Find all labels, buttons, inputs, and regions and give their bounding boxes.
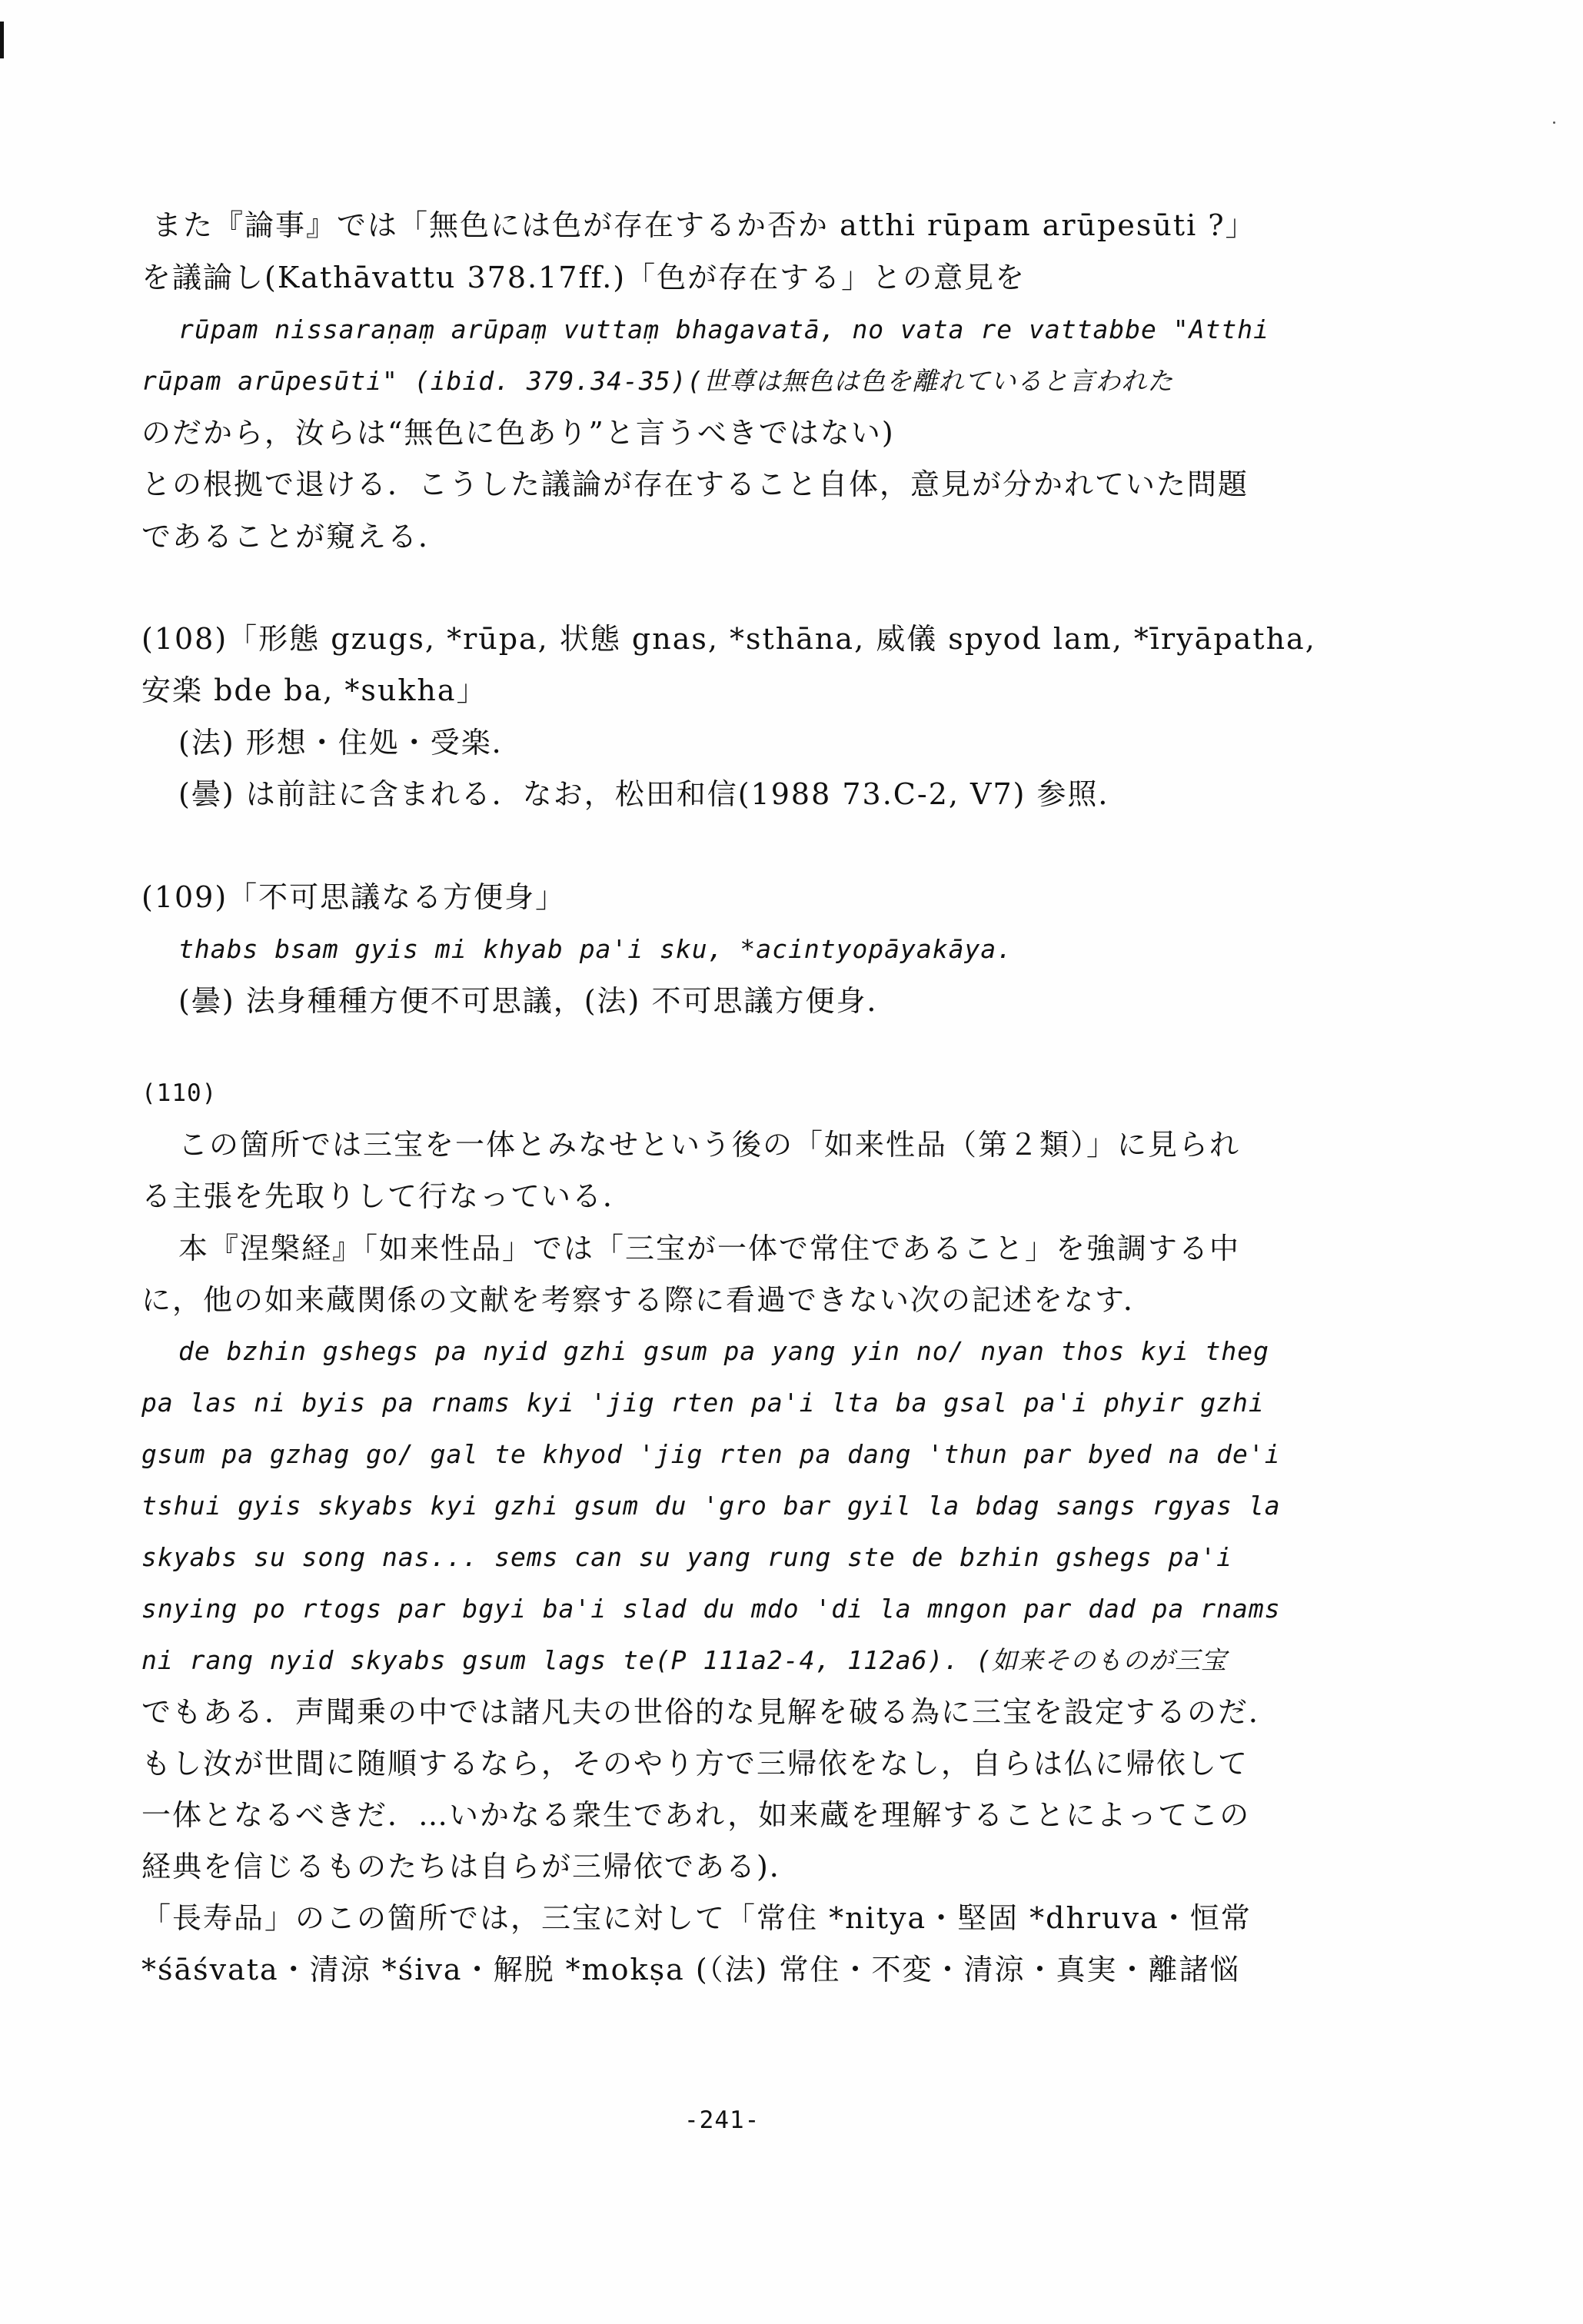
- tibetan-quote-line: tshui gyis skyabs kyi gzhi gsum du 'gro bar gyil la bdag sangs rgyas la: [141, 1491, 1281, 1521]
- pali-quote-line: rūpam nissaraṇaṃ arūpaṃ vuttaṃ bhagavatā, no vata re vattabbe "Atthi: [178, 314, 1270, 344]
- tibetan-quote-line: skyabs su song nas... sems can su yang rung ste de bzhin gshegs pa'i: [141, 1542, 1233, 1572]
- text-line: 一体となるべきだ．…いかなる衆生であれ，如来蔵を理解することによってこの: [141, 1798, 1251, 1832]
- text-line: でもある．声聞乗の中では諸凡夫の世俗的な見解を破る為に三宝を設定するのだ．: [141, 1695, 1280, 1729]
- tibetan-quote-line: thabs bsam gyis mi khyab pa'i sku, *acintyopāyakāya.: [178, 934, 1013, 964]
- text-line: この箇所では三宝を一体とみなせという後の「如来性品（第２類）」に見られ: [178, 1128, 1241, 1162]
- text-line: のだから，汝らは“無色に色あり”と言うべきではない): [141, 416, 895, 450]
- text-line: 安楽 bde ba, *sukha」: [141, 673, 487, 707]
- text-line: る主張を先取りして行なっている．: [141, 1179, 634, 1213]
- footnote-108-heading: (108)「形態 gzugs, *rūpa, 状態 gnas, *sthāna, 威儀 spyod lam, *īryāpatha,: [141, 622, 1316, 656]
- tibetan-quote-line: snying po rtogs par bgyi ba'i slad du mdo 'di la mngon par dad pa rnams: [141, 1594, 1281, 1624]
- tibetan-quote-line: pa las ni byis pa rnams kyi 'jig rten pa'i lta ba gsal pa'i phyir gzhi: [141, 1388, 1265, 1418]
- tibetan-quote-line: de bzhin gshegs pa nyid gzhi gsum pa yang yin no/ nyan thos kyi theg: [178, 1336, 1270, 1366]
- tibetan-quote-line: ni rang nyid skyabs gsum lags te(P 111a2-4, 112a6). (如来そのものが三宝: [141, 1645, 1227, 1675]
- scan-edge-mark: [0, 22, 4, 58]
- text-line: に，他の如来蔵関係の文献を考察する際に看過できない次の記述をなす．: [141, 1283, 1154, 1317]
- footnote-109-heading: (109)「不可思議なる方便身」: [141, 880, 567, 914]
- text-line: (曇) は前註に含まれる．なお，松田和信(1988 73.C-2, V7) 参照．: [178, 777, 1129, 811]
- tibetan-quote-line: gsum pa gzhag go/ gal te khyod 'jig rten pa dang 'thun par byed na de'i: [141, 1439, 1281, 1469]
- text-line: を議論し(Kathāvattu 378.17ff.)「色が存在する」との意見を: [141, 261, 1026, 294]
- footnote-110-heading: (110): [141, 1079, 218, 1107]
- text-line: (曇) 法身種種方便不可思議，(法) 不可思議方便身．: [178, 984, 898, 1018]
- text-line: 経典を信じるものたちは自らが三帰依である)．: [141, 1850, 800, 1883]
- text-line: もし汝が世間に随順するなら，そのやり方で三帰依をなし，自らは仏に帰依して: [141, 1747, 1249, 1780]
- pali-quote-line: rūpam arūpesūti" (ibid. 379.34-35)(世尊は無色は色を離れていると言われた: [141, 366, 1174, 396]
- text-line: との根拠で退ける．こうした議論が存在すること自体，意見が分かれていた問題: [141, 467, 1249, 501]
- text-line: であることが窺える．: [141, 520, 450, 554]
- text-line: 本『涅槃経』「如来性品」では「三宝が一体で常住であること」を強調する中: [178, 1232, 1241, 1265]
- text-line: 「長寿品」のこの箇所では，三宝に対して「常住 *nitya・堅固 *dhruva・恒常: [141, 1901, 1252, 1935]
- page-number: -241-: [684, 2106, 760, 2134]
- scan-dot: [1553, 121, 1555, 124]
- text-line: *śāśvata・清涼 *śiva・解脱 *mokṣa (（法) 常住・不変・清涼・真実・離諸悩: [141, 1953, 1241, 1987]
- text-line: (法) 形想・住処・受楽．: [178, 726, 523, 760]
- text-line: また『論事』では「無色には色が存在するか否か atthi rūpam arūpesūti ?」: [152, 208, 1256, 242]
